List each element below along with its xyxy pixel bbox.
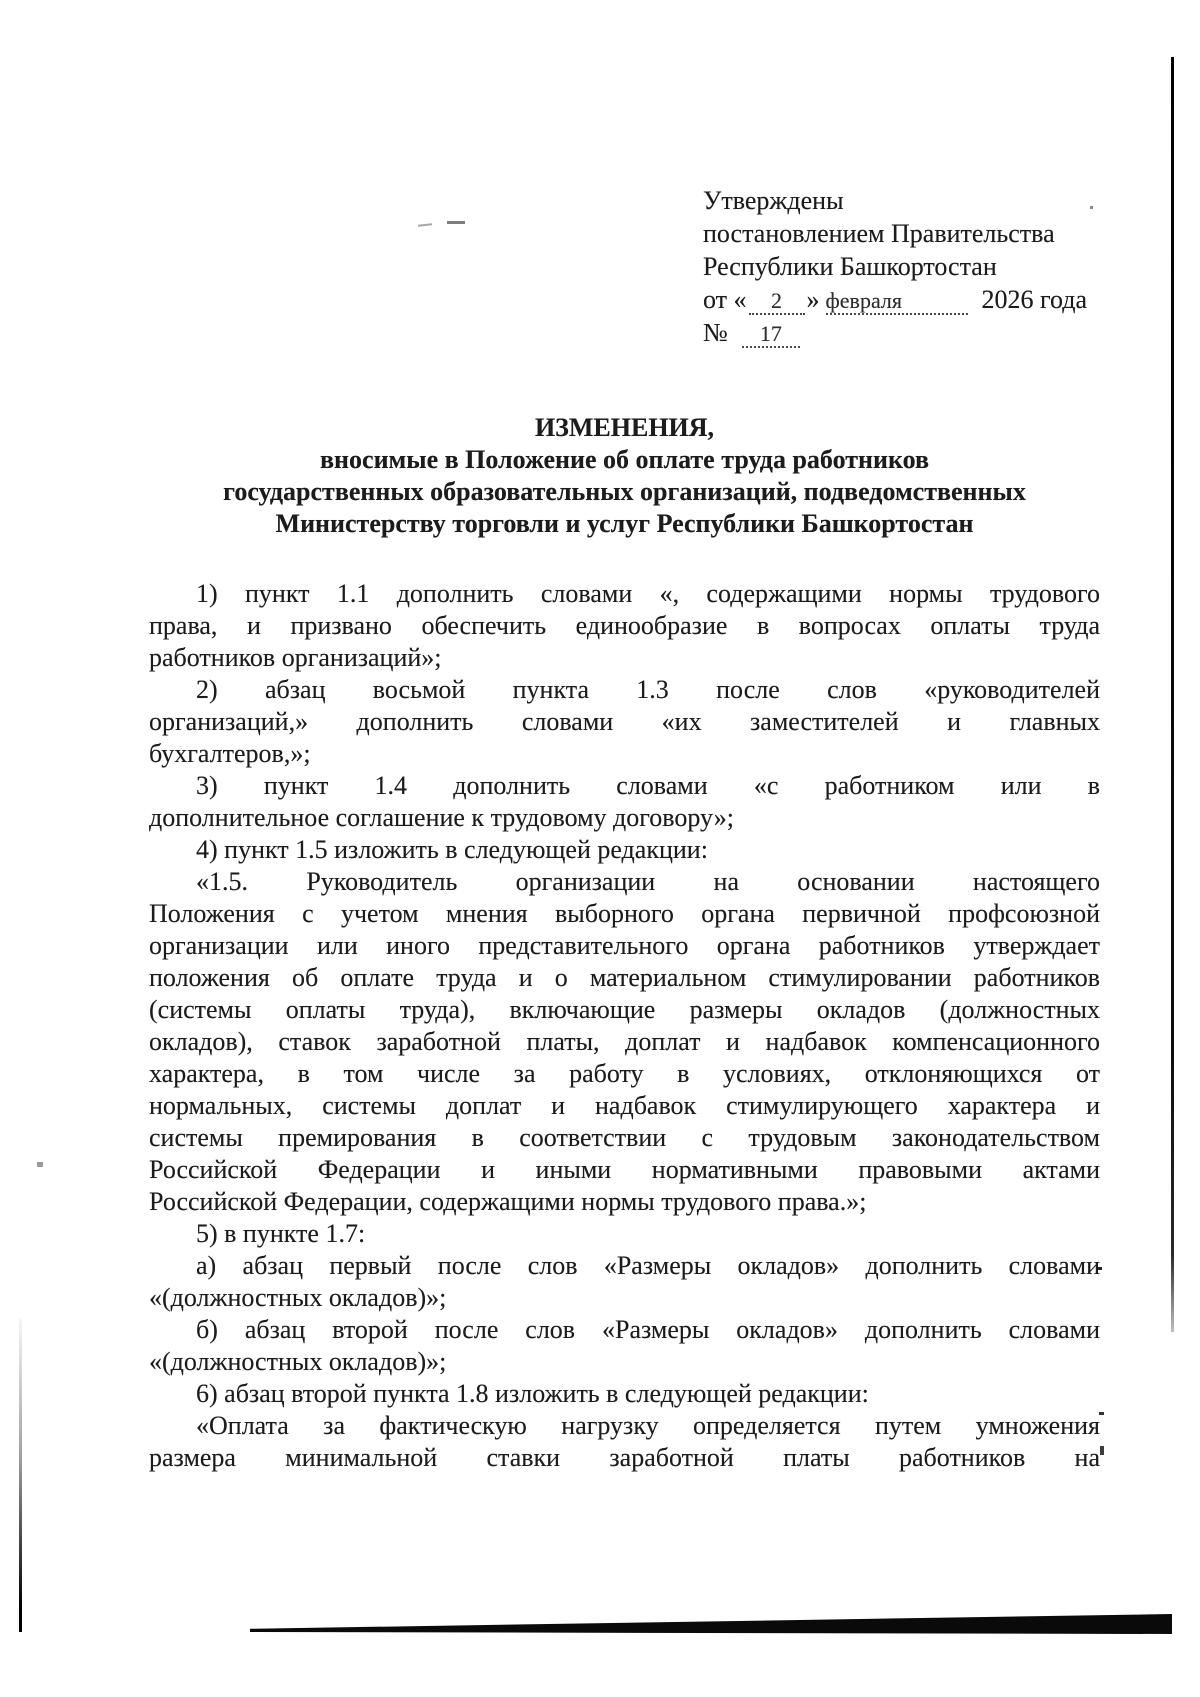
scan-artifact-tick (1100, 1446, 1104, 1455)
text-line: 2) абзац восьмой пункта 1.3 после слов «руководителей (196, 675, 1100, 704)
text-line: (системы оплаты труда), включающие размеры окладов (должностных (149, 995, 1100, 1024)
text-line: Республики Башкортостан (703, 252, 997, 281)
text-line: 6) абзац второй пункта 1.8 изложить в следующей редакции: (196, 1379, 869, 1408)
text-line: Российской Федерации, содержащими нормы трудового права.»; (149, 1187, 867, 1216)
scan-artifact-right-edge-line (1171, 57, 1174, 1332)
text-line: нормальных, системы доплат и надбавок стимулирующего характера и (149, 1091, 1100, 1120)
paragraph (149, 1410, 1100, 1474)
text-line: «1.5. Руководитель организации на основании настоящего (196, 867, 1100, 896)
paragraph (149, 674, 1100, 770)
text-line: организаций,» дополнить словами «их заместителей и главных (149, 707, 1100, 736)
text-line: бухгалтеров,»; (149, 739, 311, 768)
text-line: 3) пункт 1.4 дополнить словами «с работником или в (196, 771, 1100, 800)
text-line: размера минимальной ставки заработной платы работников на (149, 1443, 1100, 1472)
text-line: государственных образовательных организаций, подведомственных (223, 477, 1026, 506)
scan-artifact-bottom-band (250, 1614, 1172, 1634)
text-line: 1) пункт 1.1 дополнить словами «, содержащими нормы трудового (196, 579, 1100, 608)
date-close-quote: » (806, 285, 820, 314)
paragraph (149, 1218, 1100, 1250)
text-line: вносимые в Положение об оплате труда работников (320, 445, 929, 474)
text-line: Министерству торговли и услуг Республики Башкортостан (275, 509, 974, 538)
text-line: характера, в том числе за работу в условиях, отклоняющихся от (149, 1059, 1100, 1088)
text-line: б) абзац второй после слов «Размеры окладов» дополнить словами (196, 1315, 1100, 1344)
text-line: системы премирования в соответствии с трудовым законодательством (149, 1123, 1100, 1152)
date-day-fill: 2 (749, 289, 805, 315)
text-line: «(должностных окладов)»; (149, 1283, 447, 1312)
paragraph (149, 1378, 1100, 1410)
paragraph (149, 834, 1100, 866)
paragraph (149, 1314, 1100, 1378)
document-body (149, 578, 1100, 1474)
text-line: дополнительное соглашение к трудовому договору»; (149, 803, 734, 832)
approval-date-line (703, 283, 1143, 316)
paragraph (149, 1250, 1100, 1314)
text-line: Утверждены (703, 186, 844, 215)
number-sign: № (703, 318, 728, 347)
date-year: 2026 года (981, 285, 1088, 314)
scan-artifact-speck (37, 1162, 43, 1167)
text-line: 5) в пункте 1.7: (196, 1219, 366, 1248)
scan-artifact-dash (447, 221, 465, 224)
approval-block (703, 184, 1143, 349)
text-line: «Оплата за фактическую нагрузку определяется путем умножения (196, 1411, 1100, 1440)
text-line: ИЗМЕНЕНИЯ, (534, 413, 715, 442)
text-line: 4) пункт 1.5 изложить в следующей редакции: (196, 835, 708, 864)
text-line: положения об оплате труда и о материальном стимулировании работников (149, 963, 1100, 992)
text-line: Российской Федерации и иными нормативными правовыми актами (149, 1155, 1100, 1184)
approval-number-line (703, 316, 1143, 349)
paragraph (149, 770, 1100, 834)
scan-artifact-left-edge-line (19, 1318, 22, 1632)
text-line: права, и призвано обеспечить единообразие в вопросах оплаты труда (149, 611, 1100, 640)
text-line: Положения с учетом мнения выборного органа первичной профсоюзной (149, 899, 1100, 928)
number-fill: 17 (742, 322, 800, 348)
approval-lines (703, 184, 1143, 283)
date-month-fill: февраля (826, 289, 968, 315)
scan-artifact-dash (418, 223, 432, 226)
text-line: организации или иного представительного органа работников утверждает (149, 931, 1100, 960)
document-title (149, 412, 1100, 540)
text-line: работников организаций»; (149, 643, 442, 672)
paragraph (149, 866, 1100, 1218)
text-line: постановлением Правительства (703, 219, 1055, 248)
text-line: а) абзац первый после слов «Размеры окладов» дополнить словами (196, 1251, 1100, 1280)
paragraph (149, 578, 1100, 674)
text-line: «(должностных окладов)»; (149, 1347, 447, 1376)
text-line: окладов), ставок заработной платы, доплат и надбавок компенсационного (149, 1027, 1100, 1056)
date-prefix: от « (703, 285, 747, 314)
